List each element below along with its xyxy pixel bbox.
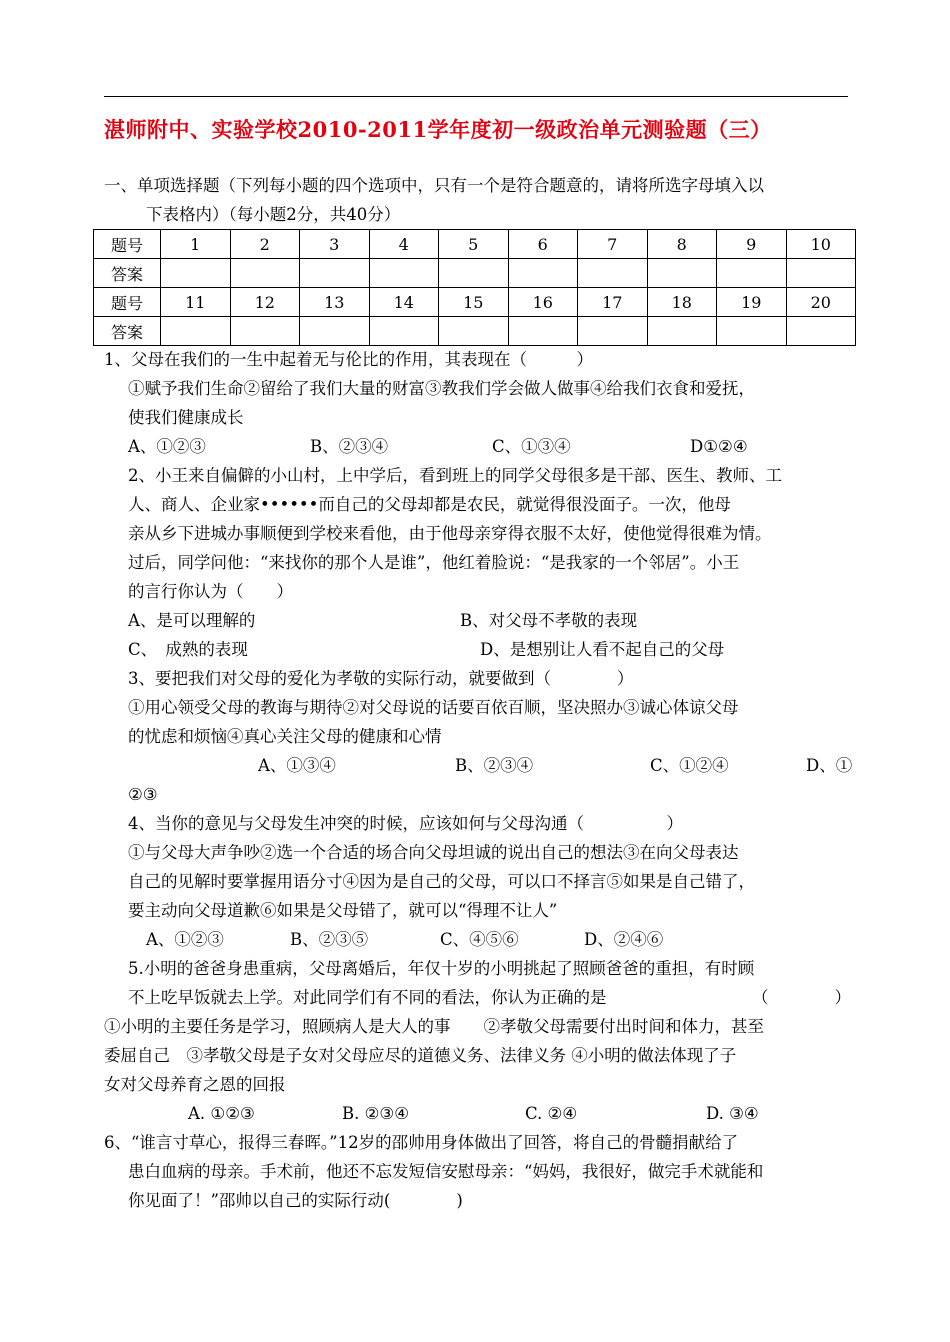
question-3-statements: ①用心领受父母的教诲与期待②对父母说的话要百依百顺，坚决照办③诚心体谅父母 — [128, 698, 739, 717]
question-4-option-d[interactable]: D、②④⑥ — [584, 930, 664, 949]
question-2-line: 2、小王来自偏僻的小山村，上中学后，看到班上的同学父母很多是干部、医生、教师、工 — [128, 466, 782, 485]
section-instruction-line1: 一、单项选择题（下列每小题的四个选项中，只有一个是符合题意的，请将所选字母填入以 — [104, 176, 764, 195]
question-5-option-b[interactable]: B. ②③④ — [342, 1104, 409, 1123]
question-3-option-d-cont: ②③ — [128, 785, 158, 804]
answer-cell[interactable] — [786, 317, 856, 346]
question-5-line: 不上吃早饭就去上学。对此同学们有不同的看法，你认为正确的是 — [128, 988, 607, 1007]
question-1-stem: 1、父母在我们的一生中起着无与伦比的作用，其表现在（ ） — [104, 350, 593, 369]
question-5-line: ①小明的主要任务是学习，照顾病人是大人的事 ②孝敬父母需要付出时间和体力，甚至 — [104, 1017, 764, 1036]
question-4-option-b[interactable]: B、②③⑤ — [290, 930, 369, 949]
question-number-cell: 6 — [508, 230, 578, 259]
question-5-option-c[interactable]: C. ②④ — [525, 1104, 578, 1123]
answer-table — [93, 229, 856, 346]
row-label-question: 题号 — [94, 230, 161, 259]
question-number-cell: 3 — [300, 230, 370, 259]
question-number-cell: 1 — [161, 230, 231, 259]
question-number-cell: 4 — [369, 230, 439, 259]
answer-cell[interactable] — [369, 317, 439, 346]
question-5-line: 委屈自己 ③孝敬父母是子女对父母应尽的道德义务、法律义务 ④小明的做法体现了子 — [104, 1046, 737, 1065]
question-number-cell: 19 — [717, 288, 787, 317]
question-2-line: 过后，同学问他：“来找你的那个人是谁”，他红着脸说：“是我家的一个邻居”。小王 — [128, 553, 740, 572]
header-rule — [104, 96, 848, 97]
question-number-cell: 15 — [439, 288, 509, 317]
question-6-line: 6、“谁言寸草心，报得三春晖。”12岁的邵帅用身体做出了回答，将自己的骨髓捐献给了 — [104, 1133, 739, 1152]
question-1-option-d[interactable]: D①②④ — [690, 437, 748, 456]
answer-cell[interactable] — [508, 259, 578, 288]
question-5-line: 5.小明的爸爸身患重病，父母离婚后，年仅十岁的小明挑起了照顾爸爸的重担，有时顾 — [128, 959, 755, 978]
answer-cell[interactable] — [439, 259, 509, 288]
question-5-option-a[interactable]: A. ①②③ — [188, 1104, 255, 1123]
question-number-cell: 14 — [369, 288, 439, 317]
question-4-option-a[interactable]: A、①②③ — [146, 930, 224, 949]
question-4-statements: ①与父母大声争吵②选一个合适的场合向父母坦诚的说出自己的想法③在向父母表达 — [128, 843, 739, 862]
question-2-line: 亲从乡下进城办事顺便到学校来看他，由于他母亲穿得衣服不太好，使他觉得很难为情。 — [128, 524, 772, 543]
question-3-option-c[interactable]: C、①②④ — [650, 756, 729, 775]
table-row — [94, 317, 856, 346]
question-1-option-a[interactable]: A、①②③ — [128, 437, 206, 456]
row-label-answer: 答案 — [94, 317, 161, 346]
answer-cell[interactable] — [578, 317, 648, 346]
answer-cell[interactable] — [717, 317, 787, 346]
table-row — [94, 230, 856, 259]
answer-cell[interactable] — [647, 317, 717, 346]
question-5-option-d[interactable]: D. ③④ — [706, 1104, 759, 1123]
answer-cell[interactable] — [300, 259, 370, 288]
question-3-stem: 3、要把我们对父母的爱化为孝敬的实际行动，就要做到（ ） — [128, 669, 634, 688]
answer-cell[interactable] — [369, 259, 439, 288]
question-number-cell: 2 — [230, 230, 300, 259]
question-3-option-b[interactable]: B、②③④ — [455, 756, 534, 775]
question-2-line: 的言行你认为（ ） — [128, 582, 293, 601]
page-title: 湛师附中、实验学校2010-2011学年度初一级政治单元测验题（三） — [104, 117, 772, 142]
question-number-cell: 8 — [647, 230, 717, 259]
question-4-option-c[interactable]: C、④⑤⑥ — [440, 930, 519, 949]
answer-cell[interactable] — [300, 317, 370, 346]
table-row — [94, 259, 856, 288]
answer-cell[interactable] — [578, 259, 648, 288]
question-1-option-b[interactable]: B、②③④ — [310, 437, 389, 456]
answer-cell[interactable] — [508, 317, 578, 346]
section-instruction-line2: 下表格内）（每小题2分，共40分） — [146, 205, 401, 224]
question-1-option-c[interactable]: C、①③④ — [492, 437, 571, 456]
question-6-line: 患白血病的母亲。手术前，他还不忘发短信安慰母亲：“妈妈，我很好，做完手术就能和 — [128, 1162, 764, 1181]
answer-cell[interactable] — [230, 259, 300, 288]
question-number-cell: 9 — [717, 230, 787, 259]
question-number-cell: 7 — [578, 230, 648, 259]
question-number-cell: 11 — [161, 288, 231, 317]
question-2-option-b[interactable]: B、对父母不孝敬的表现 — [460, 611, 638, 630]
question-6-line: 你见面了！”邵帅以自己的实际行动( ) — [128, 1191, 463, 1210]
question-number-cell: 10 — [786, 230, 856, 259]
question-4-statements-cont: 自己的见解时要掌握用语分寸④因为是自己的父母，可以口不择言⑤如果是自己错了， — [128, 872, 755, 891]
table-row — [94, 288, 856, 317]
row-label-answer: 答案 — [94, 259, 161, 288]
question-2-option-c[interactable]: C、 成熟的表现 — [128, 640, 248, 659]
question-3-statements-cont: 的忧虑和烦恼④真心关注父母的健康和心情 — [128, 727, 442, 746]
question-number-cell: 17 — [578, 288, 648, 317]
question-5-line: 女对父母养育之恩的回报 — [104, 1075, 286, 1094]
question-2-option-d[interactable]: D、是想别让人看不起自己的父母 — [480, 640, 725, 659]
answer-cell[interactable] — [230, 317, 300, 346]
answer-cell[interactable] — [786, 259, 856, 288]
question-4-statements-cont: 要主动向父母道歉⑥如果是父母错了，就可以“得理不让人” — [128, 901, 558, 920]
question-3-option-a[interactable]: A、①③④ — [258, 756, 336, 775]
question-number-cell: 20 — [786, 288, 856, 317]
answer-cell[interactable] — [439, 317, 509, 346]
question-number-cell: 13 — [300, 288, 370, 317]
row-label-question: 题号 — [94, 288, 161, 317]
question-number-cell: 5 — [439, 230, 509, 259]
question-number-cell: 18 — [647, 288, 717, 317]
answer-cell[interactable] — [647, 259, 717, 288]
question-number-cell: 12 — [230, 288, 300, 317]
question-2-line: 人、商人、企业家••••••而自己的父母却都是农民，就觉得很没面子。一次，他母 — [128, 495, 731, 514]
question-4-stem: 4、当你的意见与父母发生冲突的时候，应该如何与父母沟通（ ） — [128, 814, 683, 833]
question-number-cell: 16 — [508, 288, 578, 317]
question-5-answer-paren: （ ） — [752, 988, 851, 1007]
answer-cell[interactable] — [161, 317, 231, 346]
answer-cell[interactable] — [717, 259, 787, 288]
question-2-option-a[interactable]: A、是可以理解的 — [128, 611, 256, 630]
question-1-statements-cont: 使我们健康成长 — [128, 408, 244, 427]
answer-cell[interactable] — [161, 259, 231, 288]
question-3-option-d[interactable]: D、① — [806, 756, 853, 775]
question-1-statements: ①赋予我们生命②留给了我们大量的财富③教我们学会做人做事④给我们衣食和爱抚， — [128, 379, 755, 398]
